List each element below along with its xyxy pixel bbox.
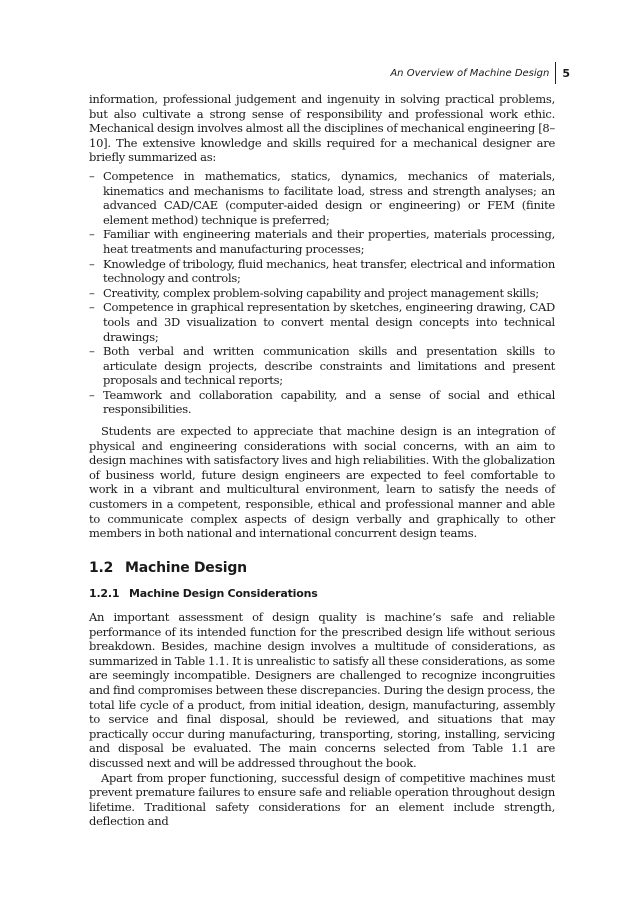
paragraph-safety: Apart from proper functioning, successful design of competitive machines must prevent premature failures to ensure safe and reliable operation throughout design lifetime. Traditional safety considerations for an element include strength, deflection and <box>89 770 555 829</box>
skills-list <box>89 169 555 417</box>
list-item: – Knowledge of tribology, fluid mechanics, heat transfer, electrical and information technology and controls; <box>89 257 555 286</box>
paragraph-students: Students are expected to appreciate that machine design is an integration of physical and engineering considerations with social concerns, with an aim to design machines with satisfactory lives and high reliabilities. With the globalization of business world, future design engineers are expected to feel comfortable to work in a vibrant and multicultural environment, learn to satisfy the needs of customers in a competent, responsible, ethical and professional manner and able to communicate complex aspects of design verbally and graphically to other members in both national and international concurrent design teams. <box>89 424 555 541</box>
subsection-title: Machine Design Considerations <box>129 587 318 601</box>
section-title: Machine Design <box>125 559 247 576</box>
running-header <box>390 62 570 84</box>
subsection-heading <box>89 587 555 602</box>
list-item: – Familiar with engineering materials and their properties, materials processing, heat treatments and manufacturing processes; <box>89 227 555 256</box>
running-title: An Overview of Machine Design <box>390 67 550 79</box>
list-item: – Competence in mathematics, statics, dynamics, mechanics of materials, kinematics and mechanisms to facilitate load, stress and strength analyses; an advanced CAD/CAE (computer-aided design or engineering) or FEM (finite element method) technique is preferred; <box>89 169 555 227</box>
subsection-number: 1.2.1 <box>89 587 120 601</box>
page-number: 5 <box>562 66 570 80</box>
paragraph-considerations: An important assessment of design quality is machine’s safe and reliable performance of its intended function for the prescribed design life without serious breakdown. Besides, machine design involves a multitude of considerations, as summarized in Table 1.1. It is unrealistic to satisfy all these considerations, as some are seemingly incompatible. Designers are challenged to recognize incongruities and find compromises between these discrepancies. During the design process, the total life cycle of a product, from initial ideation, design, manufacturing, assembly to service and final disposal, should be reviewed, and situations that may practically occur during manufacturing, transporting, storing, installing, servicing and disposal be evaluated. The main concerns selected from Table 1.1 are discussed next and will be addressed throughout the book. <box>89 610 555 770</box>
list-item: – Teamwork and collaboration capability, and a sense of social and ethical responsibilities. <box>89 388 555 417</box>
page-body <box>89 92 555 829</box>
header-divider <box>555 62 556 84</box>
section-number: 1.2 <box>89 559 114 576</box>
list-item: – Both verbal and written communication skills and presentation skills to articulate design projects, describe constraints and limitations and present proposals and technical reports; <box>89 344 555 388</box>
paragraph-intro: information, professional judgement and ingenuity in solving practical problems, but also cultivate a strong sense of responsibility and professional work ethic. Mechanical design involves almost all the disciplines of mechanical engineering [8–10]. The extensive knowledge and skills required for a mechanical designer are briefly summarized as: <box>89 92 555 165</box>
list-item: – Competence in graphical representation by sketches, engineering drawing, CAD tools and 3D visualization to convert mental design concepts into technical drawings; <box>89 300 555 344</box>
list-item: – Creativity, complex problem-solving capability and project management skills; <box>89 286 555 301</box>
section-heading <box>89 561 555 576</box>
